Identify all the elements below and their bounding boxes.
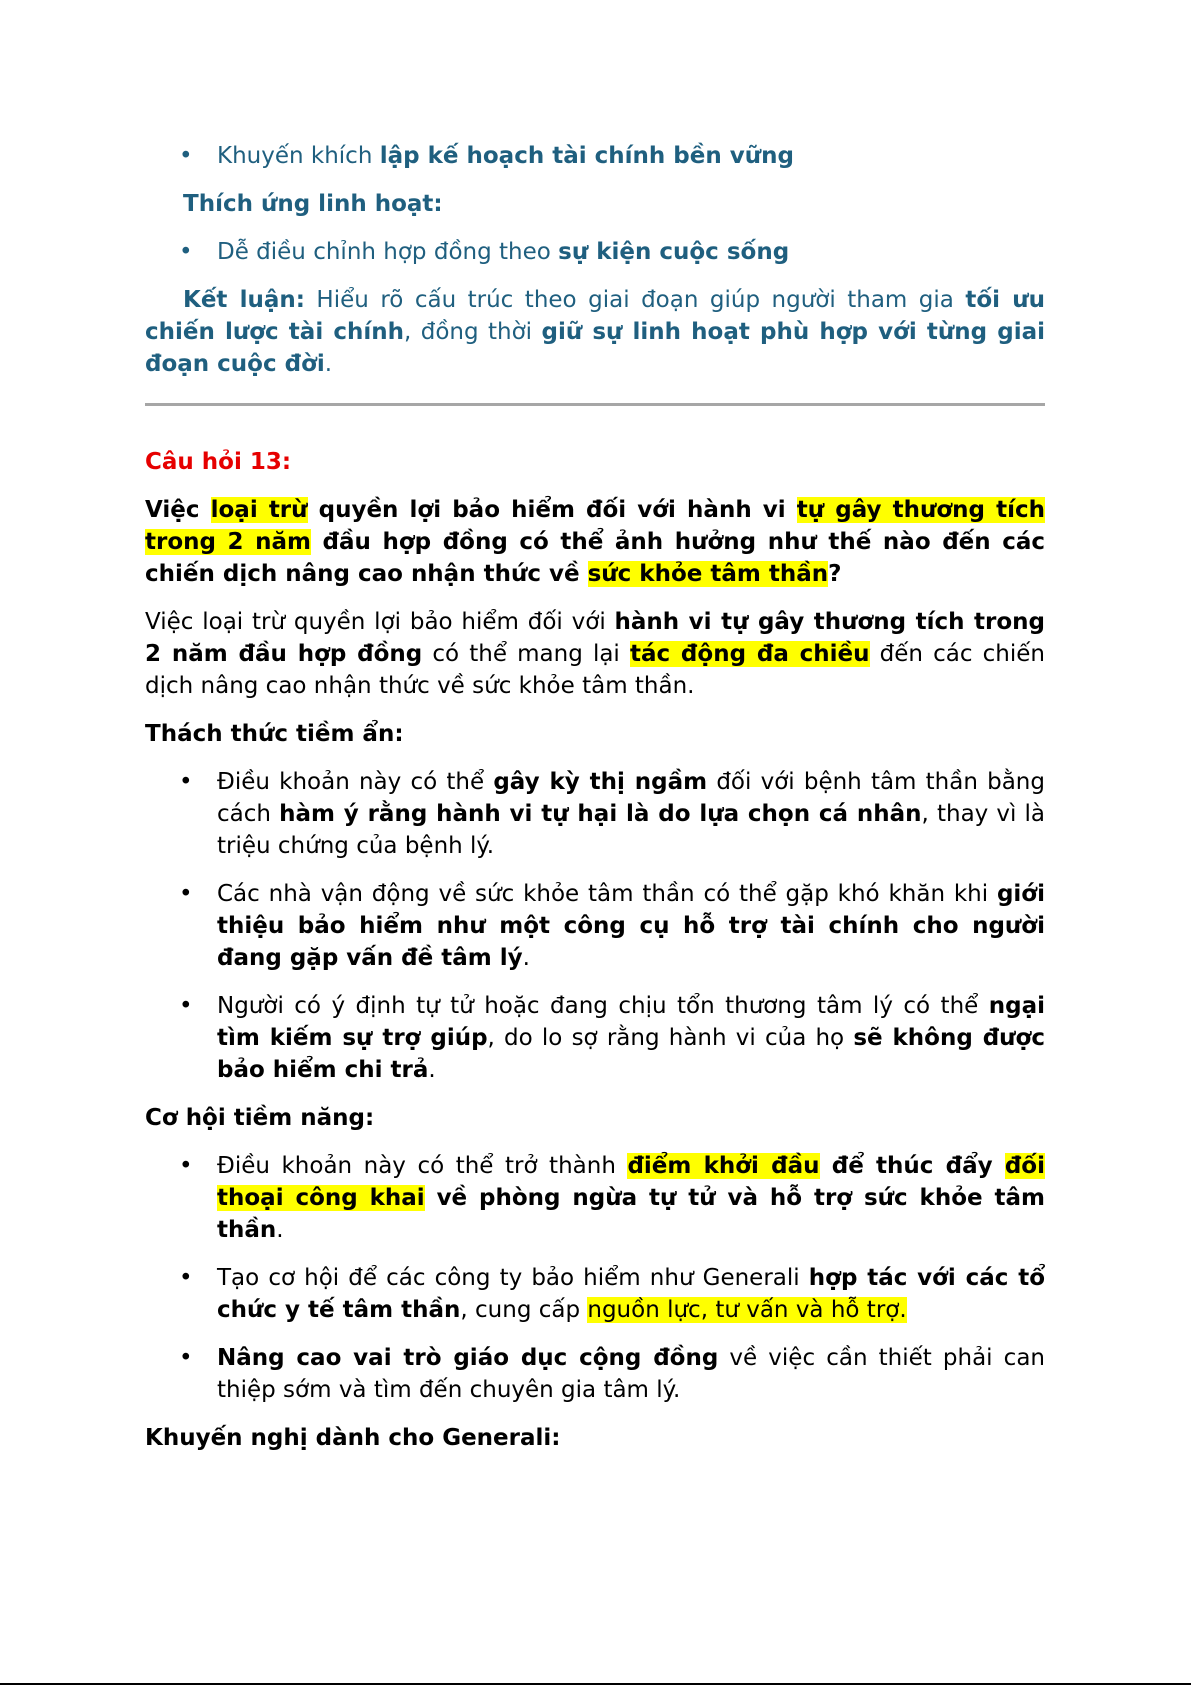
bullet-icon: • bbox=[179, 1265, 193, 1291]
answer-paragraph: Việc loại trừ quyền lợi bảo hiểm đối với hành vi tự gây thương tích trong 2 năm đầu hợp đồng có thể mang lại tác động đa chiều đến các chiến dịch nâng cao nhận thức về sức khỏe tâm thần. bbox=[145, 609, 1045, 699]
opportunities-heading: Cơ hội tiềm năng: bbox=[145, 1105, 375, 1131]
bullet-icon: • bbox=[179, 143, 193, 169]
bullet-icon: • bbox=[179, 1153, 193, 1179]
list-item: • Tạo cơ hội để các công ty bảo hiểm như Generali hợp tác với các tổ chức y tế tâm thần, cung cấp nguồn lực, tư vấn và hỗ trợ. bbox=[145, 1262, 1045, 1326]
bullet-icon: • bbox=[179, 881, 193, 907]
list-item: • Nâng cao vai trò giáo dục cộng đồng về việc cần thiết phải can thiệp sớm và tìm đến chuyên gia tâm lý. bbox=[145, 1342, 1045, 1406]
bullet-icon: • bbox=[179, 769, 193, 795]
document-page bbox=[145, 140, 1045, 1454]
list-item: • Điều khoản này có thể gây kỳ thị ngầm đối với bệnh tâm thần bằng cách hàm ý rằng hành vi tự hại là do lựa chọn cá nhân, thay vì là triệu chứng của bệnh lý. bbox=[145, 766, 1045, 862]
section-heading: Thích ứng linh hoạt: bbox=[183, 191, 443, 217]
bullet-icon: • bbox=[179, 1345, 193, 1371]
question-text: Việc loại trừ quyền lợi bảo hiểm đối với hành vi tự gây thương tích trong 2 năm đầu hợp đồng có thể ảnh hưởng như thế nào đến các chiến dịch nâng cao nhận thức về sức khỏe tâm thần? bbox=[145, 497, 1045, 587]
question-label: Câu hỏi 13: bbox=[145, 449, 292, 475]
list-item: • Điều khoản này có thể trở thành điểm khởi đầu để thúc đẩy đối thoại công khai về phòng ngừa tự tử và hỗ trợ sức khỏe tâm thần. bbox=[145, 1150, 1045, 1246]
list-item: • Người có ý định tự tử hoặc đang chịu tổn thương tâm lý có thể ngại tìm kiếm sự trợ giúp, do lo sợ rằng hành vi của họ sẽ không được bảo hiểm chi trả. bbox=[145, 990, 1045, 1086]
conclusion-paragraph: Kết luận: Hiểu rõ cấu trúc theo giai đoạn giúp người tham gia tối ưu chiến lược tài chính, đồng thời giữ sự linh hoạt phù hợp với từng giai đoạn cuộc đời. bbox=[145, 287, 1045, 377]
list-item: • Các nhà vận động về sức khỏe tâm thần có thể gặp khó khăn khi giới thiệu bảo hiểm như một công cụ hỗ trợ tài chính cho người đang gặp vấn đề tâm lý. bbox=[145, 878, 1045, 974]
bullet-icon: • bbox=[179, 993, 193, 1019]
bullet-icon: • bbox=[179, 239, 193, 265]
horizontal-divider bbox=[145, 403, 1045, 406]
list-item: • Dễ điều chỉnh hợp đồng theo sự kiện cuộc sống bbox=[145, 236, 1045, 268]
challenges-heading: Thách thức tiềm ẩn: bbox=[145, 721, 404, 747]
recommendations-heading: Khuyến nghị dành cho Generali: bbox=[145, 1425, 561, 1451]
list-item: • Khuyến khích lập kế hoạch tài chính bền vững bbox=[145, 140, 1045, 172]
